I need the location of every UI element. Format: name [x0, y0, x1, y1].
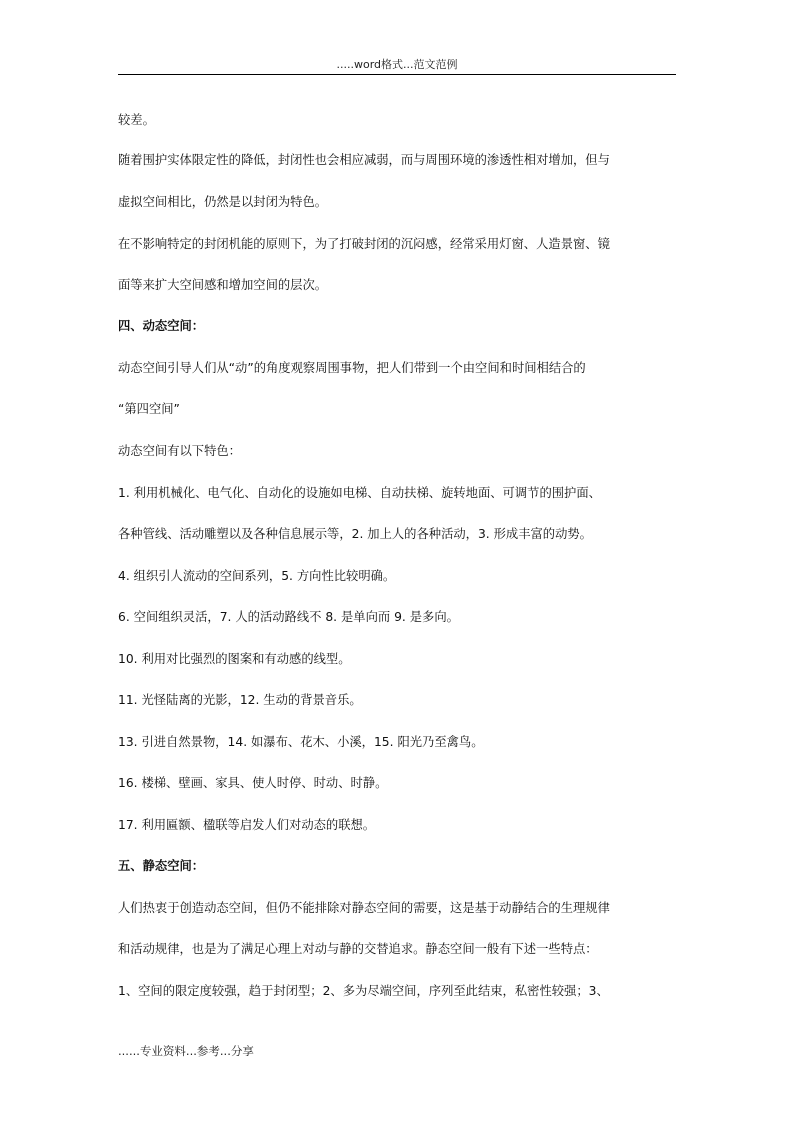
paragraph-line: 随着围护实体限定性的降低，封闭性也会相应减弱，而与周围环境的渗透性相对增加，但与 — [118, 153, 610, 167]
paragraph-line: 虚拟空间相比，仍然是以封闭为特色。 — [118, 195, 328, 209]
list-item: 16. 楼梯、壁画、家具、使人时停、时动、时静。 — [118, 776, 388, 790]
paragraph-line: 在不影响特定的封闭机能的原则下，为了打破封闭的沉闷感，经常采用灯窗、人造景窗、镜 — [118, 237, 610, 251]
page-header: .....word格式...范文范例 — [336, 58, 458, 71]
list-item: 11. 光怪陆离的光影，12. 生动的背景音乐。 — [118, 693, 362, 707]
list-item: 17. 利用匾额、楹联等启发人们对动态的联想。 — [118, 818, 376, 832]
list-item: 10. 利用对比强烈的图案和有动感的线型。 — [118, 652, 351, 666]
list-item: 各种管线、活动雕塑以及各种信息展示等，2. 加上人的各种活动，3. 形成丰富的动势。 — [118, 527, 592, 541]
paragraph-line: 动态空间有以下特色： — [118, 444, 241, 458]
page-footer: ......专业资料...参考...分享 — [118, 1044, 254, 1058]
paragraph-line: 1、空间的限定度较强，趋于封闭型；2、多为尽端空间，序列至此结束，私密性较强；3、 — [118, 984, 609, 998]
paragraph-line: 和活动规律，也是为了满足心理上对动与静的交替追求。静态空间一般有下述一些特点： — [118, 942, 598, 956]
list-item: 4. 组织引人流动的空间系列，5. 方向性比较明确。 — [118, 569, 396, 583]
paragraph-line: “第四空间” — [118, 402, 180, 416]
section-heading-dynamic-space: 四、动态空间： — [118, 319, 205, 333]
list-item: 13. 引进自然景物，14. 如瀑布、花木、小溪，15. 阳光乃至禽鸟。 — [118, 735, 484, 749]
paragraph-line: 面等来扩大空间感和增加空间的层次。 — [118, 278, 328, 292]
list-item: 6. 空间组织灵活，7. 人的活动路线不 8. 是单向而 9. 是多向。 — [118, 610, 459, 624]
section-heading-static-space: 五、静态空间： — [118, 859, 205, 873]
paragraph-line: 较差。 — [118, 113, 155, 127]
list-item: 1. 利用机械化、电气化、自动化的设施如电梯、自动扶梯、旋转地面、可调节的围护面、 — [118, 486, 601, 500]
paragraph-line: 人们热衷于创造动态空间，但仍不能排除对静态空间的需要，这是基于动静结合的生理规律 — [118, 901, 610, 915]
header-divider — [118, 74, 676, 75]
paragraph-line: 动态空间引导人们从“动”的角度观察周围事物，把人们带到一个由空间和时间相结合的 — [118, 361, 586, 375]
